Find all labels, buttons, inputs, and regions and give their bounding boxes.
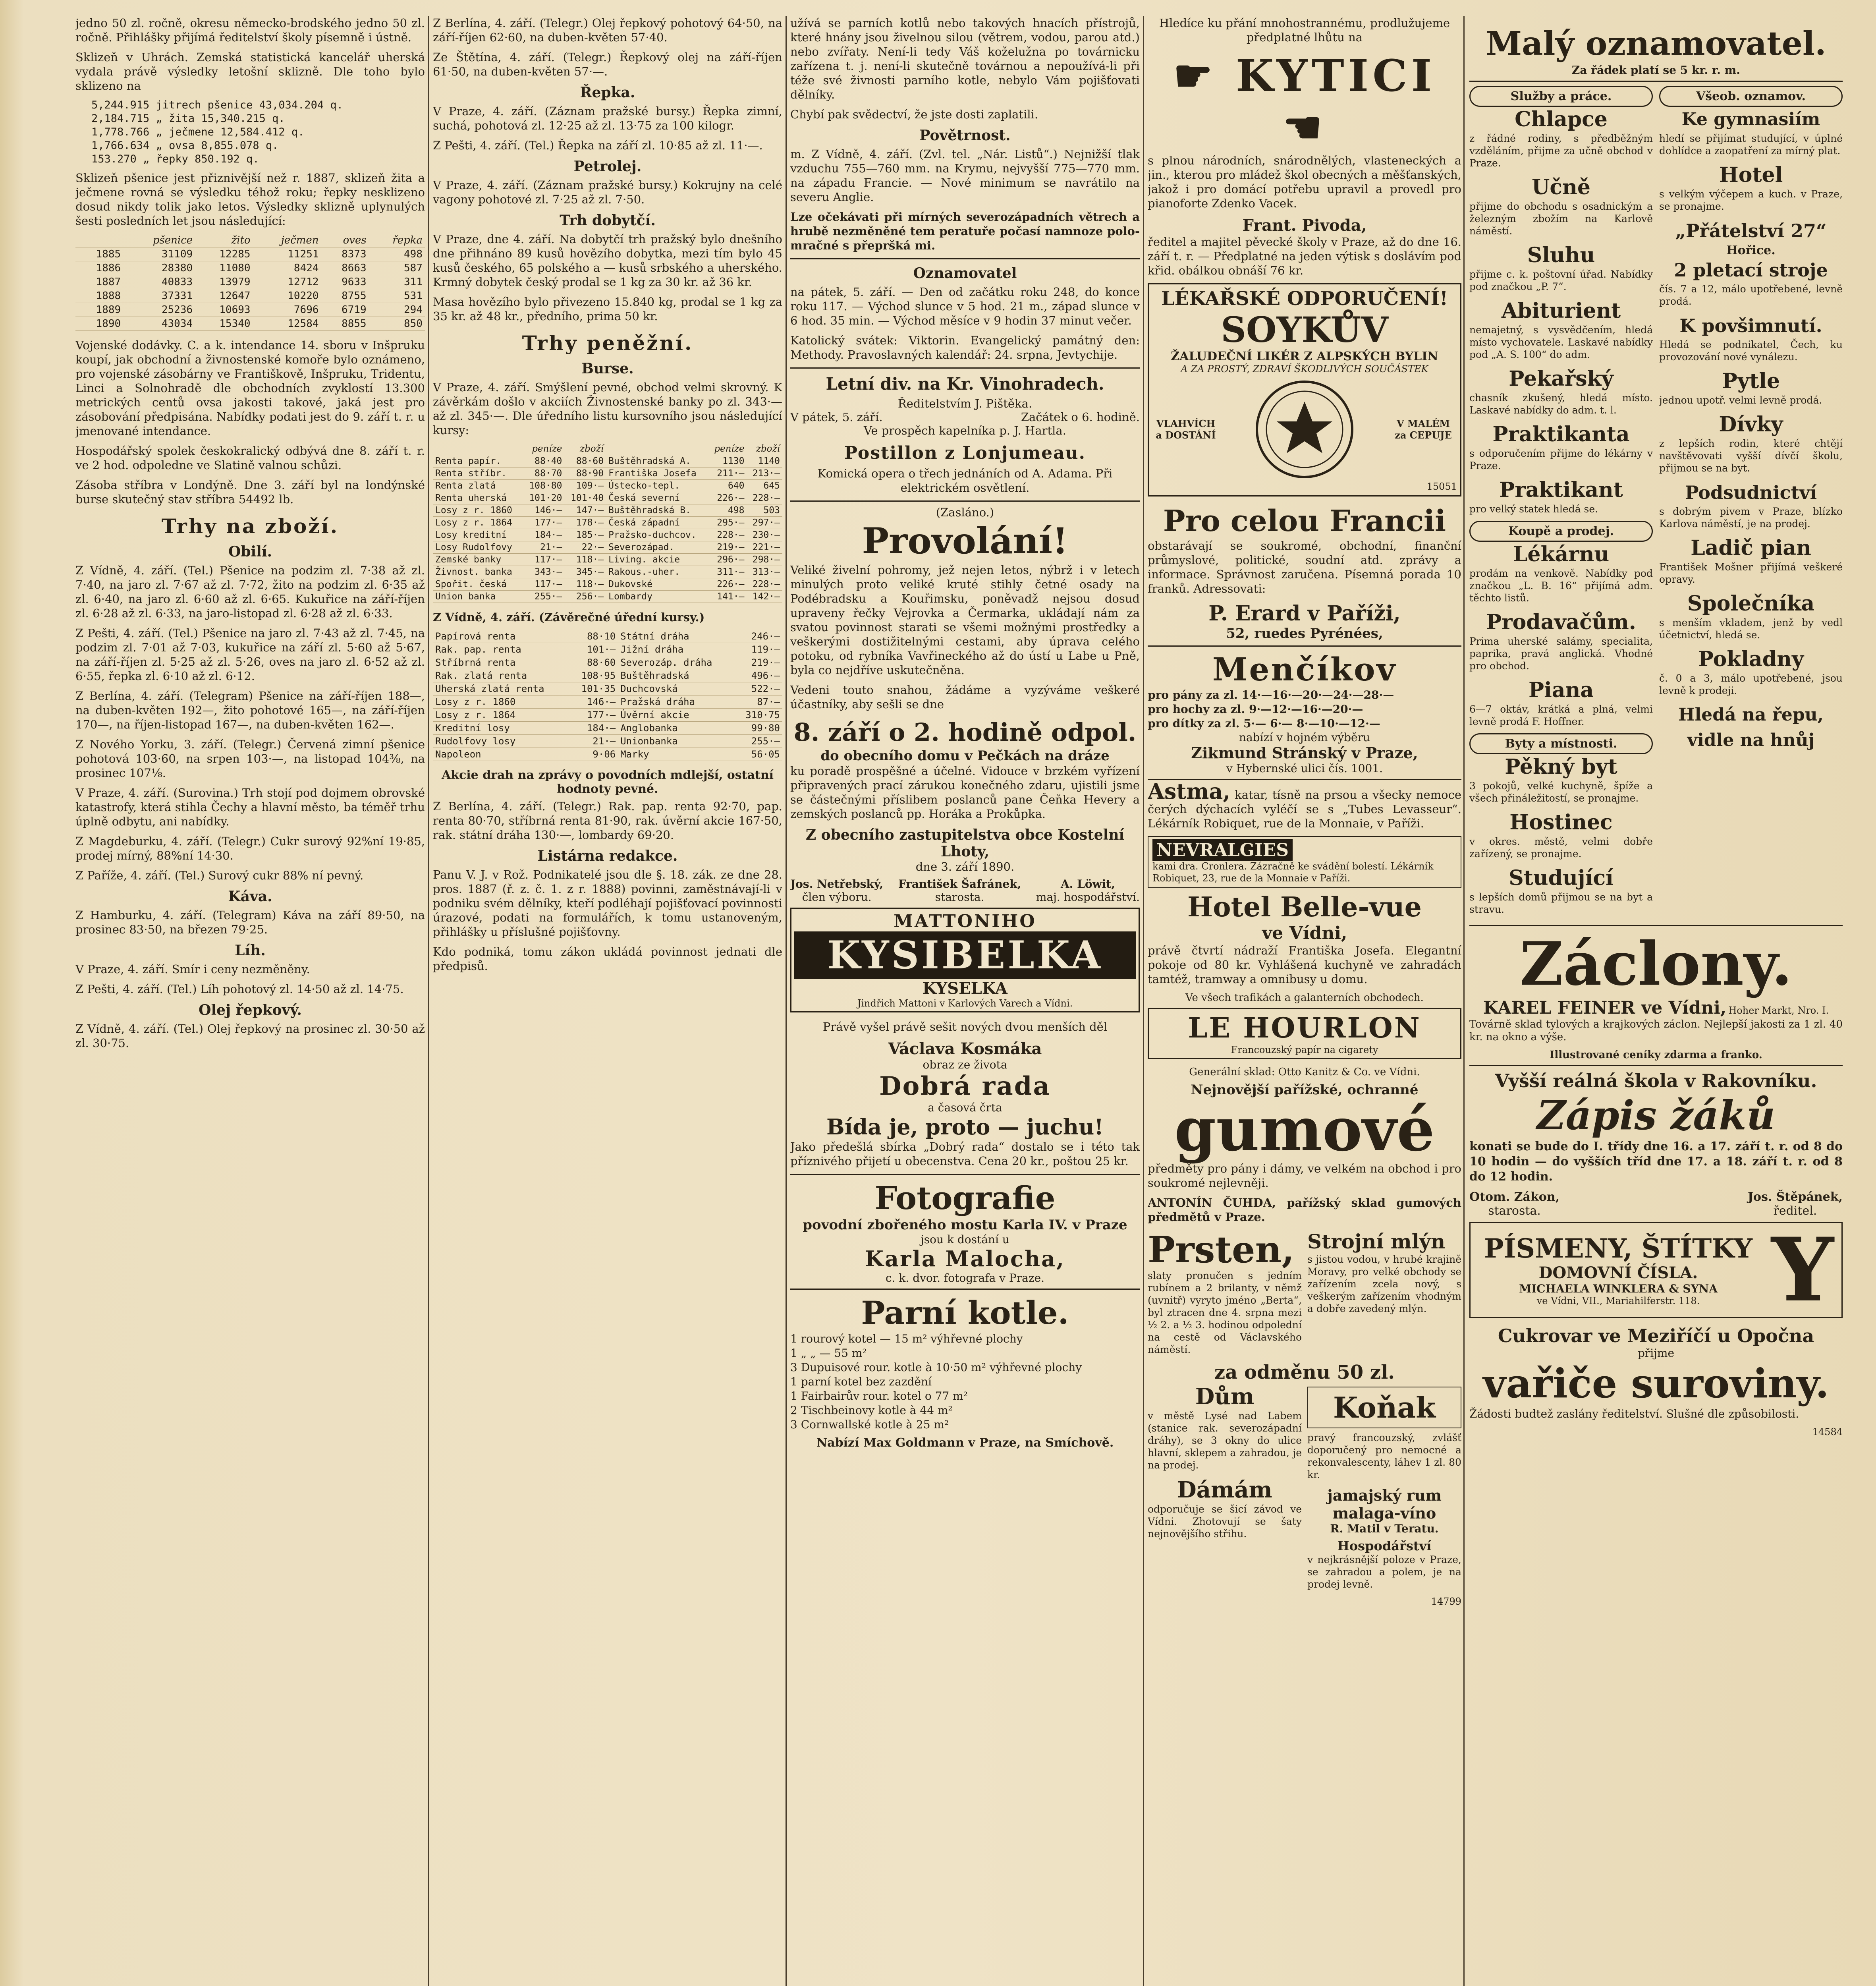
kotle-list: 1 rourový kotel — 15 m² výhřevné plochy 1 „ „ — 55 m² 3 Dupuisové rour. kotle à 10·50 m² výhřevné plochy 1 parní kotel bez zazdění 1 Fairbairův rour. kotel o 77 m² 2 Tischbeinovy kotle à 44 m² 3 Cornwallské kotle à 25 m² [790,1332,1082,1431]
opera-title: Postillon z Lonjumeau. [844,443,1086,463]
section-label: Byty a místnosti. [1469,733,1653,754]
zapis-title: Zápis žáků [1536,1092,1776,1139]
paragraph: m. Z Vídně, 4. září. (Zvl. tel. „Nár. Listů“.) Nejnižší tlak vzduchu 755—760 mm. na Krymu, nejvyšší 775—770 mm. na západu Francie. — Nové minimum se navrátilo na severu Anglie. [790,147,1140,204]
table-row: 1886 28380 11080 8424 8663 587 [75,261,425,275]
paragraph: Sklizeň pšenice jest přiznivější než r. 1887, sklizeň žita a ječmene rovná se výsledku téhož roku; řepky nesklizeno dosud nikdy tolik jako letos. Výsledky sklizně uplynulých šesti posledních let jsou následující: [75,171,425,228]
table-row: Renta uherská 101·20 101·40 Česká severní 226·— 228·— [433,492,782,504]
paragraph: jedno 50 zl. ročně, okresu německo-brodského jedno 50 zl. ročně. Přihlášky přijímá ředitelství školy písemně i ústně. [75,16,425,44]
sub-heading: Trh dobytčí. [560,212,656,229]
table-row: Kreditní losy 184·— Anglobanka 99·80 [433,722,782,735]
reward-label: za odměnu 50 zl. [1214,1361,1395,1383]
harvest-list: 5,244.915 jitrech pšenice 43,034.204 q. 2,184.715 „ žita 15,340.215 q. 1,778.766 „ ječmene 12,584.412 q. 1,766.634 „ ovsa 8,855.078 q. 153.270 „ řepky 850.192 q. [91,99,343,165]
classifieds-title: Malý oznamovatel. [1486,25,1826,63]
arrow-left-icon: ☛ [1173,50,1217,101]
paragraph: Lze očekávati při mírných severozápadních větrech a hrubě nezměněné tem peratuře počasí namnoze polo-mračné s přepršká mi. [790,210,1140,252]
table-row: Rudolfovy losy 21·— Unionbanka 255·— [433,735,782,748]
dum-konak-row: Dům v městě Lysé nad Labem (stanice rak. severozápadní dráhy), se 3 okny do ulice hlavní, sklepem a zahradou, je na prodej. Dámám odporučuje se šicí závod ve Vídni. Zhotovují se šaty nejnovějšího střihu. Koňak pravý francouzský, zvlášť doporučený pro nemocné a rekonvalescenty, láhev 1 zl. 80 kr. jamajský rum malaga-víno R. Matil v Teratu. Hospodářství v nejkrásnější poloze v Praze, se zahradou a polem, je na prodej levně. [1148,1383,1461,1590]
theatre-info: V pátek, 5. září. Začátek o 6. hodině. [790,410,1140,424]
column-3: užívá se parních kotlů nebo takových hnacích přístrojů, které hnány jsou živelnou silou (větrem, vodou, parou atd.) nebo zvířaty. Není-li tedy Váš koželužna po továrnicku zařízena t. j. není-li skutečně továrnou a nepoužívá-li při téže své živnosti parního kotle, nebylo Vám pojišťovati dělníky. Chybí pak svědectví, že jste dosti zaplatili. Povětrnost. m. Z Vídně, 4. září. (Zvl. tel. „Nár. Listů“.) Nejnižší tlak vzduchu 755—760 mm. na Krymu, nejvyšší 775—770 mm. na západu Francie. — Nové minimum se navrátilo na severu Anglie. Lze očekávati při mírných severozápadních větrech a hrubě nezměněné tem peratuře počasí namnoze polo-mračné s přepršká mi. Oznamovatel na pátek, 5. září. — Den od začátku roku 248, do konce roku 117. — Východ slunce v 5 hod. 21 m., západ slunce v 6 hod. 35 min. — Východ měsíce v 9 hodin 37 minut večer. Katolický svátek: Viktorin. Evangelický památný den: Methody. Pravoslavných kalendář: 24. srpna, Jevtychije. Letní div. na Kr. Vinohradech. Ředitelstvím J. Pištěka. V pátek, 5. září. Začátek o 6. hodině. Ve prospěch kapelníka p. J. Hartla. Postillon z Lonjumeau. Komická opera o třech jednáních od A. Adama. Při elektrickém osvětlení. (Zasláno.) Provolání! Veliké živelní pohromy, jež nejen letos, nýbrž i v letech minulých proto veliké kruté stihly četné osady na Podébradsku a Kouřimsku, poněvadž nejsou dosud upraveny řečky Vejrovka a Čermarka, ukládají nám za svatou povinnost starati se všemi možnými prostředky a veškerými dostižitelnými cestami, aby úprava celého potoku, od rybníka Vavřineckého až do ústí u Labe u Pně, byla co nejdříve uskutečněna. Vedeni touto snahou, žádáme a vyzýváme veškeré účastníky, aby sešli se dne 8. září o 2. hodině odpol. do obecního domu v Pečkách na dráze ku poradě prospěšné a účelné. Vidouce v brzkém vyřízení připravených prací zárukou konečného zdaru, ujistili jsme se částečnými příslibem poslanců pane Čeňka Hevery a zemských poslanců pp. Horáka a Prokůpka. Z obecního zastupitelstva obce Kostelní Lhoty, dne 3. září 1890. Jos. Netřebský, člen výboru. František Šafránek, starosta. A. Löwit, maj. hospodářství. MATTONIHO KYSIBELKA KYSELKA Jindřich Mattoni v Karlových Varech a Vídni. Právě vyšel právě sešit nových dvou menších děl Václava Kosmáka obraz ze života Dobrá rada a časová črta Bída je, proto — juchu! Jako předešlá sbírka „Dobrý rada“ dostalo se i této tak příznivého přijetí u obecenstva. Cena 20 kr., poštou 25 kr. Fotografie povodní zbořeného mostu Karla IV. v Praze jsou k dostání u Karla Malocha, c. k. dvor. fotografa v Praze. Parní kotle. 1 rourový kotel — 15 m² výhřevné plochy 1 „ „ — 55 m² 3 Dupuisové rour. kotle à 10·50 m² výhřevné plochy 1 parní kotel bez zazdění 1 Fairbairův rour. kotel o 77 m² 2 Tischbeinovy kotle à 44 m² 3 Cornwallské kotle à 25 m² Nabízí Max Goldmann v Praze, na Smíchově. [790,16,1140,1450]
kotle-title: Parní kotle. [861,1294,1069,1331]
section-label: Všeob. oznamov. [1659,86,1843,107]
theatre-director: Ředitelstvím J. Pištěka. [897,397,1033,410]
prsten-title: Prsten, [1148,1228,1295,1271]
paragraph: na pátek, 5. září. — Den od začátku roku 248, do konce roku 117. — Východ slunce v 5 hod. 21 m., západ slunce v 6 hod. 35 min. — Východ měsíce v 9 hodin 37 minut večer. [790,285,1140,327]
sub-heading: Oznamovatel [913,265,1017,282]
table-row: 1885 31109 12285 11251 8373 498 [75,247,425,261]
sub-heading: Řepka. [580,84,635,101]
soyka-ad: LÉKAŘSKÉ ODPORUČENÍ! SOYKŮV ŽALUDEČNÍ LIKÉR Z ALPSKÝCH BYLIN A ZA PROSTÝ, ZDRAVÍ ŠKODLIVÝCH SOUČÁSTEK VLAHVÍCH a DOSTÁNÍ V MALÉM za CEPUJE 15051 [1148,283,1461,496]
column-4: Hledíce ku přání mnohostrannému, prodlužujeme předplatné lhůtu na ☛ KYTICI ☚ s plnou národních, snárodnělých, vlasteneckých a jin., kterou pro mládež škol obecných a měšťanských, jakož i pro domácí potřebu upravil a provedl pro pianoforte Zdenko Vacek. Frant. Pivoda, ředitel a majitel pěvecké školy v Praze, až do dne 16. září t. r. — Předplatné na jeden výtisk s doslávím pod křid. obálkou obnáší 76 kr. LÉKAŘSKÉ ODPORUČENÍ! SOYKŮV ŽALUDEČNÍ LIKÉR Z ALPSKÝCH BYLIN A ZA PROSTÝ, ZDRAVÍ ŠKODLIVÝCH SOUČÁSTEK VLAHVÍCH a DOSTÁNÍ V MALÉM za CEPUJE 15051 Pro celou Francii obstarávají se soukromé, obchodní, finanční průmyslové, politické, soudní atd. zprávy a informace. Správnost zaručena. Písemná porada 10 franků. Adressovati: P. Erard v Paříži, 52, ruedes Pyrénées, Menčíkov pro pány za zl. 14·—16·—20·—24·—28·— pro hochy za zl. 9·—12·—16·—20·— pro dítky za zl. 5·— 6·— 8·—10·—12·— nabízí v hojném výběru Zikmund Stránský v Praze, v Hybernské ulici čís. 1001. Astma, katar, tísně na prsou a všecky nemoce čerých dýchacích vyléčí se s „Tubes Levasseur“. Lékárník Robiquet, rue de la Monnaie, v Paříži. NEVRALGIES kami dra. Cronlera. Zázračně ke svádění bolestí. Lékárník Robiquet, 23, rue de la Monnaie v Paříži. Hotel Belle-vue ve Vídni, právě čtvrtí nádraží Františka Josefa. Elegantní pokoje od 80 kr. Vyhlášená kuchyně ve zahradách tamtéž, tramway a omnibusy u domu. Ve všech trafikách a galanterních obchodech. LE HOURLON Francouzský papír na cigarety Generální sklad: Otto Kanitz & Co. ve Vídni. Nejnovější pařížské, ochranné gumové předměty pro pány i dámy, ve velkém na obchod i pro soukromé nejlevněji. ANTONÍN ČUHDA, pařížský sklad gumových předmětů v Praze. Prsten, slaty pronučen s jedním rubínem a 2 brilanty, v němž (uvnitř) vyryto jméno „Berta“, byl ztracen dne 4. srpna mezi ½ 2. a ½ 3. hodinou odpolední na cestě od Václavského náměstí. Strojní mlýn s jistou vodou, v hrubé krajině Moravy, pro velké obchody se zařízením zcela nový, s veškerým zařízením vhodným a dobře zavedený mlýn. za odměnu 50 zl. Dům v městě Lysé nad Labem (stanice rak. severozápadní dráhy), se 3 okny do ulice hlavní, sklepem a zahradou, je na prodej. Dámám odporučuje se šicí závod ve Vídni. Zhotovují se šaty nejnovějšího střihu. Koňak pravý francouzský, zvlášť doporučený pro nemocné a rekonvalescenty, láhev 1 zl. 80 kr. jamajský rum malaga-víno R. Matil v Teratu. Hospodářství v nejkrásnější poloze v Praze, se zahradou a polem, je na prodej levně. 14799 [1148,16,1461,1607]
column-1 [75,16,425,1986]
mattoni-ad: MATTONIHO KYSIBELKA KYSELKA Jindřich Mattoni v Karlových Varech a Vídni. [790,908,1140,1012]
section-heading: Trhy na zboží. [161,514,339,538]
pivoda-name: Frant. Pivoda, [1242,216,1367,235]
vienna-kurs-table [433,630,782,761]
table-row: Losy z r. 1860 146·— Pražská dráha 87·— [433,695,782,709]
theatre-benefit: Ve prospěch kapelníka p. J. Hartla. [864,424,1066,437]
paragraph: Kdo podniká, tomu zákon ukládá povinnost jednati dle předpisů. [433,945,782,973]
paragraph: Veliké živelní pohromy, jež nejen letos, nýbrž i v letech minulých proto veliké kruté stihly četné osady na Podébradsku a Kouřimsku, poněvadž nejsou dosud upraveny řečky Vejrovka a Čermarka, ukládají nám za svatou povinnost starati se všemi možnými prostředky a veškerými dostižitelnými cestami, aby úprava celého potoku, od rybníka Vavřineckého až do ústí u Labe u Pně, byla co nejdříve uskutečněna. [790,563,1140,677]
book-title: Dobrá rada [879,1071,1051,1101]
paragraph: V Praze, 4. září. (Záznam pražské bursy.) Řepka zimní, suchá, pohotová zl. 12·25 až zl. 13·75 za 100 kilogr. [433,104,782,132]
divider [1469,1065,1843,1066]
book-title-2: Bída je, proto — juchu! [826,1114,1104,1140]
paragraph: ANTONÍN ČUHDA, pařížský sklad gumových předmětů v Praze. [1148,1196,1461,1224]
table-row: Renta stříbr. 88·70 88·90 Františka Josefa 211·— 213·— [433,468,782,480]
table-row: Stříbrná renta 88·60 Severozáp. dráha 219·— [433,656,782,669]
table-row: 1889 25236 10693 7696 6719 294 [75,303,425,317]
paragraph: Z Nového Yorku, 3. září. (Telegr.) Červená zimní pšenice pohotová 103·60, na srpen 103·—, na listopad 104⅜, na prosinec 107⅛. [75,738,425,780]
sub-heading: Povětrnost. [919,127,1011,144]
paragraph: Chybí pak svědectví, že jste dosti zaplatili. [790,108,1038,121]
table-row: Losy z r. 1864 177·— Úvěrní akcie 310·75 [433,709,782,722]
paragraph: Masa hovězího bylo přivezeno 15.840 kg, prodal se 1 kg za 35 kr. až 48 kr., předního, prima 50 kr. [433,295,782,323]
column-2 [433,16,782,1986]
paragraph: Továrně sklad tylových a krajkových záclon. Nejlepší jakosti za 1 zl. 40 kr. na okno a výše. [1469,1018,1843,1043]
paragraph: Z Pešti, 4. září. (Tel.) Líh pohotový zl. 14·50 až zl. 14·75. [75,982,404,996]
foto-title: Fotografie [874,1179,1056,1217]
paragraph: V Praze, 4. září. (Surovina.) Trh stojí pod dojmem obrovské katastrofy, která stihla Čechy a hlavní město, ba téměř trhu úplně odbytu, ani nabídky. [75,786,425,828]
paragraph: V Praze, dne 4. září. Na dobytčí trh pražský bylo dnešního dne přihnáno 89 kusů hovězího dobytka, mezi tím bylo 45 kusů českého, 65 polského a — kusů srbského a uherského. Krmný dobytek český prodal se 1 kg za 30 kr. až 36 kr. [433,232,782,289]
paragraph: Komická opera o třech jednáních od A. Adama. Při elektrickém osvětlení. [817,467,1113,495]
column-5: Malý oznamovatel. Za řádek platí se 5 kr. r. m. Služby a práce. Chlapce z řádné rodiny, s předběžným vzděláním, přijme za učně obchod v Praze. Učně přijme do obchodu s osadnickým a železným zbožím na Karlově náměstí. Sluhu přijme c. k. poštovní úřad. Nabídky pod značkou „P. 7“. Abiturient nemajetný, s vysvědčením, hledá místo vychovatele. Laskavé nabídky pod „A. S. 100“ do adm. Pekařský chasník zkušený, hledá místo. Laskavé nabídky do adm. t. l. Praktikanta s odporučením přijme do lékárny v Praze. Praktikant pro velký statek hledá se. Koupě a prodej. Lékárnu prodám na venkově. Nabídky pod značkou „L. B. 16“ přijímá adm. těchto listů. Prodavačům. Prima uherské salámy, specialita, paprika, pravá anglická. Vhodné pro obchod. Piana 6—7 oktáv, krátká a plná, velmi levně prodá F. Hoffner. Byty a místnosti. Pěkný byt 3 pokojů, velké kuchyně, špíže a všech přináležitostí, se pronajme. Hostinec v okres. městě, velmi dobře zařízený, se pronajme. Studující s lepších domů přijmou se na byt a stravu. Všeob. oznamov. Ke gymnasiím hledí se přijímat studující, v úplné dohlídce a zaopatření za mírný plat. Hotel s velkým výčepem a kuch. v Praze, se pronajme. „Přátelství 27“ Hořice. 2 pletací stroje čís. 7 a 12, málo upotřebené, levně prodá. K povšimnutí. Hledá se podnikatel, Čech, ku provozování nové vynálezu. Pytle jednou upotř. velmi levně prodá. Dívky z lepších rodin, které chtějí navštěvovati vyšší dívčí školu, přijmou se na byt. Podsudnictví s dobrým pivem v Praze, blízko Karlova náměstí, je na prodej. Ladič pian František Mošner přijímá veškeré opravy. Společníka s menším vkladem, jenž by vedl účetnictví, hledá se. Pokladny č. 0 a 3, málo upotřebené, jsou levně k prodeji. Hledá na řepu, vidle na hnůj Záclony. KAREL FEINER ve Vídni, Hoher Markt, Nro. I. Továrně sklad tylových a krajkových záclon. Nejlepší jakosti za 1 zl. 40 kr. na okno a výše. Illustrované ceníky zdarma a franko. Vyšší reálná škola v Rakovníku. Zápis žáků konati se bude do I. třídy dne 16. a 17. září t. r. od 8 do 10 hodin — do vyšších tříd dne 17. a 18. září t. r. od 8 do 12 hodin. Otom. Zákon, starosta. Jos. Štěpánek, ředitel. PÍSMENY, ŠTÍTKY DOMOVNÍ ČÍSLA. MICHAELA WINKLERA & SYNA ve Vídni, VII., Mariahilferstr. 118. Y Cukrovar ve Meziříčí u Opočna přijme vařiče suroviny. Žádosti budtež zaslány ředitelství. Slušné dle způsobilosti. 14584 [1469,25,1843,1437]
stransky-name: Zikmund Stránský v Praze, [1191,744,1418,762]
erard-name: P. Erard v Paříži, [1208,601,1401,626]
paragraph: právě čtvrtí nádraží Františka Josefa. Elegantní pokoje od 80 kr. Vyhlášená kuchyně ve zahradách tamtéž, tramway a omnibusy u domu. [1148,944,1461,986]
francii-title: Pro celou Francii [1163,504,1446,538]
paragraph: ředitel a majitel pěvecké školy v Praze, až do dne 16. září t. r. — Předplatné na jeden výtisk s doslávím pod křid. obálkou obnáší 76 kr. [1148,235,1461,277]
paragraph: s plnou národních, snárodnělých, vlasteneckých a jin., kterou pro mládež škol obecných a měšťanských, jakož i pro domácí potřebu upravil a provedl pro pianoforte Zdenko Vacek. [1148,154,1461,210]
signature-heading: Z obecního zastupitelstva obce Kostelní Lhoty, [805,827,1125,860]
prague-kurs-table [433,443,782,603]
divider [1469,925,1843,926]
table-row: Uherská zlatá renta 101·35 Duchcovská 522·— [433,682,782,695]
paragraph: Ze Štětína, 4. září. (Telegr.) Řepkový olej na září-říjen 61·50, na duben-květen 57·—. [433,50,782,78]
photographer-name: Karla Malocha, [865,1246,1065,1271]
feiner-line: KAREL FEINER ve Vídni, Hoher Markt, Nro. I. [1483,998,1829,1018]
divider [1469,81,1843,82]
meeting-place: do obecního domu v Pečkách na dráze [820,748,1110,764]
divider [1148,645,1461,647]
table-row: Napoleon 9·06 Marky 56·05 [433,748,782,761]
section-label: Koupě a prodej. [1469,521,1653,542]
table-row: Spořit. česká 117·— 118·— Dukovské 226·— 228·— [433,578,782,591]
table-row: Losy z r. 1864 177·— 178·— Česká západní 295·— 297·— [433,517,782,529]
paragraph: ku poradě prospěšné a účelné. Vidouce v brzkém vyřízení připravených prací zárukou konečného zdaru, ujistili jsme se částečnými příslibem poslanců pane Čeňka Hevery a zemských poslanců pp. Horáka a Prokůpka. [790,764,1140,821]
divider [790,1174,1140,1175]
winkler-ad: PÍSMENY, ŠTÍTKY DOMOVNÍ ČÍSLA. MICHAELA WINKLERA & SYNA ve Vídni, VII., Mariahilferstr. 118. Y [1469,1222,1843,1318]
paragraph: užívá se parních kotlů nebo takových hnacích přístrojů, které hnány jsou živelnou silou (větrem, vodou, parou atd.) nebo zvířaty. Není-li tedy Váš koželužna po továrnicku zařízena t. j. není-li skutečně továrnou a nepoužívá-li při téže své živnosti parního kotle, nebylo Vám pojišťovati dělníky. [790,16,1140,101]
divider [790,258,1140,259]
paragraph: V Praze, 4. září. Smýšlení pevné, obchod velmi skrovný. K závěrkám došlo v akciích Živnostenské banky po zl. 343·— až zl. 345·—. Dle úředního listu kursovního jsou následující kursy: [433,381,782,437]
zaslano-label: (Zasláno.) [936,506,994,519]
paragraph: Z Berlína, 4. září. (Telegr.) Olej řepkový pohotový 64·50, na září-říjen 62·60, na duben-květen 57·40. [433,16,782,44]
author-name: Václava Kosmáka [888,1039,1042,1058]
sub-heading: Káva. [228,888,272,905]
column-rule [1463,16,1465,1986]
column-rule [428,16,429,1986]
classifieds-columns: Služby a práce. Chlapce z řádné rodiny, s předběžným vzděláním, přijme za učně obchod v Praze. Učně přijme do obchodu s osadnickým a železným zbožím na Karlově náměstí. Sluhu přijme c. k. poštovní úřad. Nabídky pod značkou „P. 7“. Abiturient nemajetný, s vysvědčením, hledá místo vychovatele. Laskavé nabídky pod „A. S. 100“ do adm. Pekařský chasník zkušený, hledá místo. Laskavé nabídky do adm. t. l. Praktikanta s odporučením přijme do lékárny v Praze. Praktikant pro velký statek hledá se. Koupě a prodej. Lékárnu prodám na venkově. Nabídky pod značkou „L. B. 16“ přijímá adm. těchto listů. Prodavačům. Prima uherské salámy, specialita, paprika, pravá anglická. Vhodné pro obchod. Piana 6—7 oktáv, krátká a plná, velmi levně prodá F. Hoffner. Byty a místnosti. Pěkný byt 3 pokojů, velké kuchyně, špíže a všech přináležitostí, se pronajme. Hostinec v okres. městě, velmi dobře zařízený, se pronajme. Studující s lepších domů přijmou se na byt a stravu. Všeob. oznamov. Ke gymnasiím hledí se přijímat studující, v úplné dohlídce a zaopatření za mírný plat. Hotel s velkým výčepem a kuch. v Praze, se pronajme. „Přátelství 27“ Hořice. 2 pletací stroje čís. 7 a 12, málo upotřebené, levně prodá. K povšimnutí. Hledá se podnikatel, Čech, ku provozování nové vynálezu. Pytle jednou upotř. velmi levně prodá. Dívky z lepších rodin, které chtějí navštěvovati vyšší dívčí školu, přijmou se na byt. Podsudnictví s dobrým pivem v Praze, blízko Karlova náměstí, je na prodej. Ladič pian František Mošner přijímá veškeré opravy. Společníka s menším vkladem, jenž by vedl účetnictví, hledá se. Pokladny č. 0 a 3, málo upotřebené, jsou levně k prodeji. Hledá na řepu, vidle na hnůj [1469,86,1843,921]
nevralgies-ad: NEVRALGIES kami dra. Cronlera. Zázračně ke svádění bolestí. Lékárník Robiquet, 23, rue de la Monnaie v Paříži. [1148,836,1461,888]
sub-heading: Akcie drah na zprávy o povodních mdlejší, ostatní hodnoty pevné. [441,768,774,796]
table-row: Živnost. banka 343·— 345·— Rakous.-uher. 311·— 313·— [433,566,782,578]
paragraph: Žádosti budtež zaslány ředitelství. Slušné dle způsobilosti. [1469,1407,1799,1420]
hourlon-ad: LE HOURLON Francouzský papír na cigarety [1148,1008,1461,1059]
sub-heading: Petrolej. [573,158,642,175]
seal-emblem-icon [1253,378,1356,481]
paragraph: předměty pro pány i dámy, ve velkém na obchod i pro soukromé nejlevněji. [1148,1162,1461,1190]
paragraph: Právě vyšel právě sešit nových dvou menších děl [822,1020,1108,1034]
section-label: Služby a práce. [1469,86,1653,107]
column-rule [1143,16,1144,1986]
table-row: Losy kreditní 184·— 185·— Pražsko-duchcov. 228·— 230·— [433,529,782,541]
strojni-title: Strojní mlýn [1307,1230,1446,1253]
table-row: Zemské banky 117·— 118·— Living. akcie 296·— 298·— [433,554,782,566]
paragraph: V Praze, 4. září. (Záznam pražské bursy.) Kokrujny na celé vagony pohotové zl. 7·25 až zl. 7·50. [433,178,782,206]
provolani-title: Provolání! [862,520,1068,562]
table-header: pšenice žito ječmen oves řepka [75,234,425,247]
paragraph: Vedeni touto snahou, žádáme a vyzýváme veškeré účastníky, aby sešli se dne [790,683,1140,711]
paragraph: Z Magdeburku, 4. září. (Telegr.) Cukr surový 92%ní 19·85, prodej mírný, 88%ní 14·30. [75,835,425,862]
paragraph: konati se bude do I. třídy dne 16. a 17. září t. r. od 8 do 10 hodin — do vyšších tříd dne 17. a 18. září t. r. od 8 do 12 hodin. [1469,1140,1843,1184]
table-row: Losy Rudolfovy 21·— 22·— Severozápad. 219·— 221·— [433,541,782,554]
table-row: Rak. pap. renta 101·— Jižní dráha 119·— [433,643,782,656]
mencikov-prices: pro pány za zl. 14·—16·—20·—24·—28·— pro hochy za zl. 9·—12·—16·—20·— pro dítky za zl. 5·— 6·— 8·—10·—12·— [1148,688,1394,730]
paragraph: Astma, katar, tísně na prsou a všecky nemoce čerých dýchacích vyléčí se s „Tubes Levasseur“. Lékárník Robiquet, rue de la Monnaie, v Paříži. [1148,779,1461,830]
letter-y-icon: Y [1771,1218,1834,1321]
prsten-strojni-row: Prsten, slaty pronučen s jedním rubínem a 2 brilanty, v němž (uvnitř) vyryto jméno „Berta“, byl ztracen dne 4. srpna mezi ½ 2. a ½ 3. hodinou odpolední na cestě od Václavského náměstí. Strojní mlýn s jistou vodou, v hrubé krajině Moravy, pro velké obchody se zařízením zcela nový, s veškerým zařízením vhodným a dobře zavedený mlýn. [1148,1228,1461,1355]
paragraph: Zásoba stříbra v Londýně. Dne 3. září byl na londýnské burse skutečný stav stříbra 54492 lb. [75,478,425,506]
sub-heading: Líh. [235,942,266,959]
sub-heading: Listárna redakce. [537,848,678,864]
sub-heading: Obilí. [228,543,272,560]
paragraph: Hospodářský spolek českokralický odbývá dne 8. září t. r. ve 2 hod. odpoledne ve Slatině valnou schůzi. [75,444,425,472]
table-row: 1890 43034 15340 12584 8855 850 [75,317,425,331]
paragraph: Z Berlína, 4. září. (Telegr.) Rak. pap. renta 92·70, pap. renta 80·70, stříbrná renta 81·90, rak. úvěrní akcie 167·50, rak. státní dráha 130·—, lombardy 69·20. [433,800,782,842]
paragraph: Katolický svátek: Viktorin. Evangelický památný den: Methody. Pravoslavných kalendář: 24. srpna, Jevtychije. [790,334,1140,361]
sub-heading: Z Vídně, 4. září. (Závěrečné úřední kursy.) [433,610,705,624]
table-row: Papírová renta 88·10 Státní dráha 246·— [433,630,782,643]
signatures: Jos. Netřebský, člen výboru. František Šafránek, starosta. A. Löwit, maj. hospodářství. [790,877,1140,904]
school-signatures: Otom. Zákon, starosta. Jos. Štěpánek, ředitel. [1469,1190,1843,1218]
paragraph: Vojenské dodávky. C. a k. intendance 14. sboru v Inšpruku koupí, jak obchodní a živnostenské komoře bylo oznámeno, pro vojenské zásobárny ve Františkově, Inšpruku, Tridentu, Linci a Solnohradě dle obchodních zvyklostí 13.300 metrických centů ovsa jakosti takové, jaká jest pro zásobování předpisána. Nabídky podati jest do 9. září t. r. u jmenované intendance. [75,338,425,438]
paragraph: obstarávají se soukromé, obchodní, finanční průmyslové, politické, soudní atd. zprávy a informace. Správnost zaručena. Písemná porada 10 franků. Adressovati: [1148,539,1461,595]
paragraph: Z Vídně, 4. září. (Tel.) Pšenice na podzim zl. 7·38 až zl. 7·40, na jaro zl. 7·67 až zl. 7·72, žito na podzim zl. 6·35 až zl. 6·40, na jaro zl. 6·60 až zl. 6·65. Kukuřice na září-říjen zl. 6·28 až zl. 6·33, na jaro-listopad zl. 6·28 až zl. 6·33. [75,564,425,620]
table-header: peníze zboží peníze zboží [433,443,782,455]
paragraph: Z Berlína, 4. září. (Telegram) Pšenice na září-říjen 188—, na duben-květen 192—, žito pohotové 165—, na září-říjen 170—, na říjen-listopad 167—, na duben-květen 162—. [75,689,425,731]
signature-date: dne 3. září 1890. [915,860,1015,873]
paragraph: Z Hamburku, 4. září. (Telegram) Káva na září 89·50, na prosinec 83·50, na březen 79·25. [75,908,425,936]
cukrovar-title: Cukrovar ve Meziříčí u Opočna [1498,1325,1814,1347]
theatre-title: Letní div. na Kr. Vinohradech. [826,374,1104,394]
table-row: Losy z r. 1860 146·— 147·— Buštěhradská B. 498 503 [433,504,782,517]
paragraph: Z Pešti, 4. září. (Tel.) Pšenice na jaro zl. 7·43 až zl. 7·45, na podzim zl. 7·01 až 7·03, kukuřice na září zl. 5·60 až 5·67, na září-říjen zl. 5·25 až zl. 5·26, oves na jaro zl. 6·52 až zl. 6·55, řepka zl. 6·10 až zl. 6·12. [75,626,425,683]
table-row: 1887 40833 13979 12712 9633 311 [75,275,425,289]
gumove-title: gumové [1174,1095,1435,1165]
meeting-date: 8. září o 2. hodině odpol. [793,718,1137,747]
kytici-banner: ☛ KYTICI ☚ [1173,50,1436,153]
table-row: 1888 37331 12647 10220 8755 531 [75,289,425,303]
paragraph: Sklizeň v Uhrách. Zemská statistická kancelář uherská vydala právě výsledky letošní sklizně. Dle toho bylo sklizeno na [75,50,425,93]
table-row: Rak. zlatá renta 108·95 Buštěhradská 496·— [433,669,782,682]
column-rule [786,16,787,1986]
paragraph: Z Vídně, 4. září. (Tel.) Olej řepkový na prosinec zl. 30·50 až zl. 30·75. [75,1022,425,1050]
table-row: Renta zlatá 108·80 109·— Ústecko-tepl. 640 645 [433,480,782,492]
mencikov-title: Menčíkov [1212,651,1397,688]
section-heading: Trhy peněžní. [522,331,693,355]
harvest-table [75,234,425,331]
hotel-title: Hotel Belle-vue [1187,891,1422,923]
paragraph: Z Paříže, 4. září. (Tel.) Surový cukr 88% ní pevný. [75,869,364,882]
sub-heading: Burse. [581,360,634,377]
paragraph: Jako předešlá sbírka „Dobrý rada“ dostalo se i této tak příznivého přijetí u obecenstva. Cena 20 kr., poštou 25 kr. [790,1140,1140,1168]
paragraph: Z Pešti, 4. září. (Tel.) Řepka na září zl. 10·85 až zl. 11·—. [433,139,763,152]
paragraph: Panu V. J. v Rož. Podnikatelé jsou dle §. 18. zák. ze dne 28. pros. 1887 (ř. z. č. 1. z r. 1888) povinni, zaměstnávají-li v podniku svém dělníky, kteří podléhají pojišťovací povinnosti úrazové, podati na formulářích, k tomu ustanoveným, přihlášky u příslušné pojišťovny. [433,868,782,939]
zaclony-title: Záclony. [1519,929,1793,999]
varice-title: vařiče suroviny. [1483,1360,1829,1407]
table-row: Union banka 255·— 256·— Lombardy 141·— 142·— [433,591,782,603]
paragraph: Hledíce ku přání mnohostrannému, prodlužujeme předplatné lhůtu na [1159,16,1450,44]
divider [790,1289,1140,1290]
paragraph: V Praze, 4. září. Smír i ceny nezměněny. [75,962,310,976]
sub-heading: Olej řepkový. [199,1002,302,1018]
divider [790,367,1140,369]
divider [790,500,1140,502]
table-row: Renta papír. 88·40 88·60 Buštěhradská A. 1130 1140 [433,455,782,468]
arrow-right-icon: ☚ [1283,102,1326,153]
school-title: Vyšší reálná škola v Rakovníku. [1495,1070,1817,1092]
